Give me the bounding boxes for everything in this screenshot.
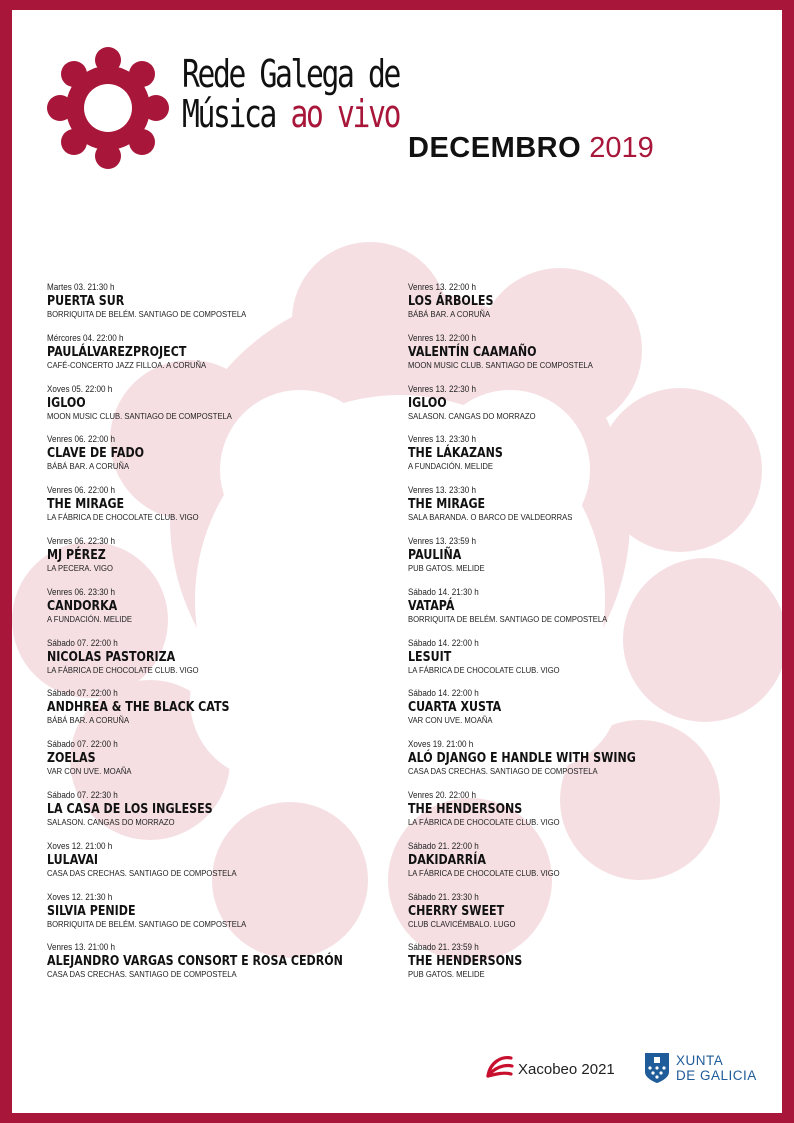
event-item [47,841,377,892]
event-item [47,384,377,435]
event-date: Sábado 21. 23:30 h [408,891,479,902]
month-name: DECEMBRO [408,132,582,164]
event-venue: CASA DAS CRECHAS. SANTIAGO DE COMPOSTELA [47,969,237,980]
event-item [47,485,377,536]
event-date: Sábado 21. 23:59 h [408,942,479,953]
event-venue: CASA DAS CRECHAS. SANTIAGO DE COMPOSTELA [408,766,598,777]
rede-galega-logo-icon [46,46,170,170]
event-item [47,790,377,841]
event-artist: THE LÁKAZANS [408,445,503,462]
event-date: Xoves 12. 21:30 h [47,891,113,902]
event-artist: CHERRY SWEET [408,902,505,919]
events-column-left [47,282,377,993]
event-item [408,434,738,485]
event-date: Mércores 04. 22:00 h [47,332,124,343]
event-artist: CLAVE DE FADO [47,445,145,462]
event-date: Xoves 12. 21:00 h [47,840,113,851]
event-item [47,942,377,993]
xacobeo-label: Xacobeo 2021 [518,1061,615,1078]
event-item [47,892,377,943]
event-date: Martes 03. 21:30 h [47,282,115,292]
event-date: Venres 13. 23:30 h [408,434,477,445]
event-venue: LA FÁBRICA DE CHOCOLATE CLUB. VIGO [408,867,560,878]
event-item [47,739,377,790]
event-item [47,536,377,587]
event-venue: MOON MUSIC CLUB. SANTIAGO DE COMPOSTELA [47,410,232,421]
event-item [47,333,377,384]
event-artist: NICOLAS PASTORIZA [47,648,176,665]
event-venue: SALASON. CANGAS DO MORRAZO [47,816,175,827]
event-date: Venres 13. 22:00 h [408,332,477,343]
brand-name [182,54,399,134]
event-item [47,587,377,638]
event-venue: VAR CON UVE. MOAÑA [408,715,493,726]
event-date: Sábado 14. 22:00 h [408,637,479,648]
event-date: Sábado 07. 22:00 h [47,688,118,699]
event-date: Venres 13. 23:30 h [408,485,477,496]
event-item [408,638,738,689]
event-venue: VAR CON UVE. MOAÑA [47,766,132,777]
event-artist: THE MIRAGE [408,496,486,513]
event-date: Venres 13. 22:00 h [408,282,477,292]
event-date: Xoves 05. 22:00 h [47,383,113,394]
event-venue: CAFÉ-CONCERTO JAZZ FILLOA. A CORUÑA [47,359,207,370]
event-date: Venres 13. 22:30 h [408,383,477,394]
event-venue: BORRIQUITA DE BELÉM. SANTIAGO DE COMPOSTELA [47,309,247,319]
event-artist: ANDHREA & THE BLACK CATS [47,699,230,716]
event-venue: LA FÁBRICA DE CHOCOLATE CLUB. VIGO [47,664,199,675]
event-artist: LESUIT [408,648,452,665]
event-artist: DAKIDARRÍA [408,851,486,868]
event-date: Venres 13. 23:59 h [408,535,477,546]
event-item [47,282,377,333]
event-date: Venres 06. 23:30 h [47,586,116,597]
event-date: Sábado 21. 22:00 h [408,840,479,851]
event-date: Sábado 14. 21:30 h [408,586,479,597]
event-artist: THE MIRAGE [47,496,125,513]
event-venue: BÁBÁ BAR. A CORUÑA [408,309,491,319]
event-artist: PUERTA SUR [47,293,125,309]
event-date: Xoves 19. 21:00 h [408,739,474,750]
event-venue: CASA DAS CRECHAS. SANTIAGO DE COMPOSTELA [47,867,237,878]
event-artist: ZOELAS [47,750,96,767]
event-artist: ALEJANDRO VARGAS CONSORT E ROSA CEDRÓN [47,953,343,970]
event-artist: THE HENDERSONS [408,953,523,970]
event-date: Sábado 07. 22:30 h [47,789,118,800]
event-artist: CANDORKA [47,597,118,614]
event-venue: BORRIQUITA DE BELÉM. SANTIAGO DE COMPOSTELA [408,613,608,624]
event-venue: MOON MUSIC CLUB. SANTIAGO DE COMPOSTELA [408,359,593,370]
event-artist: CUARTA XUSTA [408,699,502,716]
event-venue: BÁBÁ BAR. A CORUÑA [47,715,130,726]
event-date: Sábado 07. 22:00 h [47,739,118,750]
event-item [408,739,738,790]
galicia-coat-of-arms-icon [644,1052,670,1084]
brand-line-2-a: Música [182,92,291,136]
event-artist: LA CASA DE LOS INGLESES [47,800,213,817]
event-artist: LOS ÁRBOLES [408,293,494,309]
brand-line-1: Rede Galega de [182,52,400,96]
event-artist: IGLOO [47,394,86,411]
event-item [47,638,377,689]
event-artist: MJ PÉREZ [47,546,106,563]
event-date: Venres 06. 22:00 h [47,434,116,445]
month-year: 2019 [589,132,654,164]
event-venue: A FUNDACIÓN. MELIDE [408,461,494,472]
event-artist: PAULÁLVAREZPROJECT [47,343,187,360]
footer-logos [484,1048,764,1088]
event-artist: PAULIÑA [408,546,462,563]
event-venue: PUB GATOS. MELIDE [408,969,485,980]
event-venue: A FUNDACIÓN. MELIDE [47,613,133,624]
event-item [408,587,738,638]
xunta-label [676,1053,757,1083]
event-venue: BORRIQUITA DE BELÉM. SANTIAGO DE COMPOSTELA [47,918,247,929]
event-artist: VATAPÁ [408,597,455,614]
event-item [408,892,738,943]
event-venue: CLUB CLAVICÉMBALO. LUGO [408,918,516,929]
event-date: Venres 06. 22:30 h [47,535,116,546]
event-venue: LA PECERA. VIGO [47,562,113,573]
event-venue: BÁBÁ BAR. A CORUÑA [47,461,130,472]
event-item [408,282,738,333]
event-item [408,790,738,841]
xunta-line-2: DE GALICIA [676,1068,757,1083]
brand-line-2 [182,94,399,134]
event-date: Venres 06. 22:00 h [47,485,116,496]
event-date: Sábado 07. 22:00 h [47,637,118,648]
event-venue: LA FÁBRICA DE CHOCOLATE CLUB. VIGO [47,512,199,523]
event-artist: IGLOO [408,394,447,411]
event-venue: LA FÁBRICA DE CHOCOLATE CLUB. VIGO [408,816,560,827]
event-venue: PUB GATOS. MELIDE [408,562,485,573]
event-artist: ALÓ DJANGO E HANDLE WITH SWING [408,750,636,767]
event-item [408,841,738,892]
brand-line-2-b: ao vivo [290,92,400,136]
event-item [408,384,738,435]
event-venue: LA FÁBRICA DE CHOCOLATE CLUB. VIGO [408,664,560,675]
event-venue: SALA BARANDA. O BARCO DE VALDEORRAS [408,512,573,523]
event-item [408,688,738,739]
event-date: Venres 20. 22:00 h [408,789,477,800]
event-artist: LULAVAI [47,851,99,868]
event-item [47,688,377,739]
scallop-shell-icon [484,1052,514,1082]
event-artist: VALENTÍN CAAMAÑO [408,343,537,360]
event-item [408,333,738,384]
event-item [47,434,377,485]
event-date: Sábado 14. 22:00 h [408,688,479,699]
event-artist: SILVIA PENIDE [47,902,136,919]
event-item [408,942,738,993]
month-title [408,132,654,165]
event-venue: SALASON. CANGAS DO MORRAZO [408,410,536,421]
xunta-line-1: XUNTA [676,1053,724,1068]
event-item [408,485,738,536]
event-date: Venres 13. 21:00 h [47,942,116,953]
event-artist: THE HENDERSONS [408,800,523,817]
events-column-right [408,282,738,993]
event-item [408,536,738,587]
